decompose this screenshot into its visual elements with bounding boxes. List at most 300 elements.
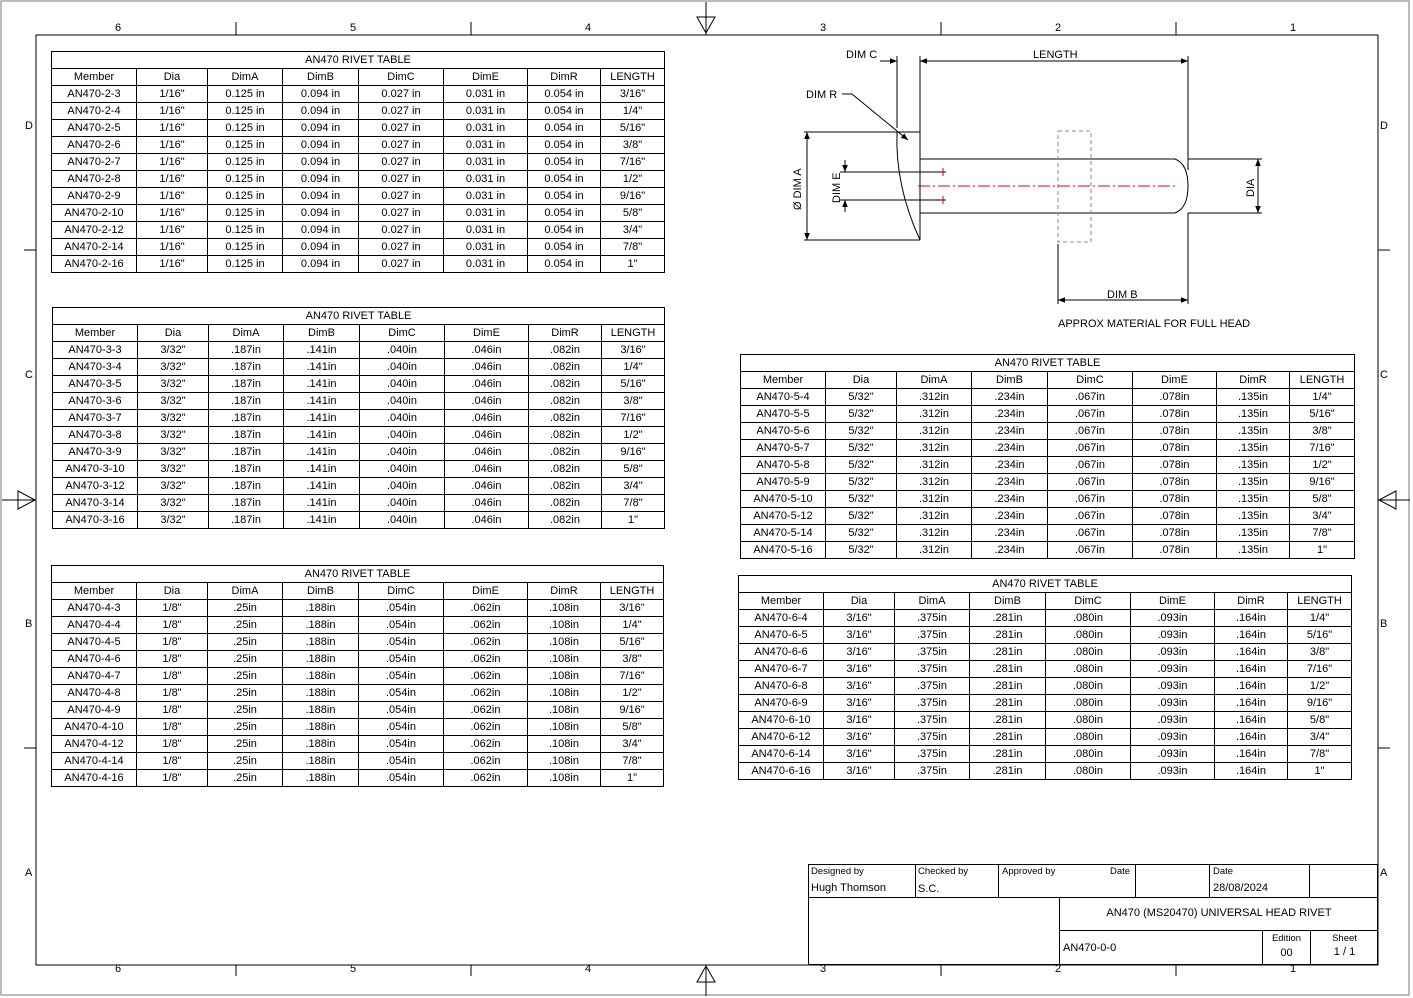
column-header: DimE	[444, 69, 528, 86]
column-header: DimC	[359, 583, 444, 600]
table-cell: .188in	[283, 736, 359, 753]
table-cell: .108in	[528, 651, 601, 668]
table-cell: .164in	[1215, 644, 1288, 661]
table-cell: .046in	[445, 359, 529, 376]
date-value: 28/08/2024	[1213, 882, 1269, 894]
table-cell: 7/16"	[602, 410, 665, 427]
zone-row-c-right: C	[1380, 369, 1388, 381]
table-title: AN470 RIVET TABLE	[52, 52, 665, 69]
table-cell: .108in	[528, 685, 601, 702]
zone-col-6-top: 6	[115, 22, 122, 34]
table-cell: .188in	[283, 668, 359, 685]
table-cell: .067in	[1048, 542, 1133, 559]
table-cell: .040in	[360, 461, 445, 478]
table-cell: AN470-5-7	[741, 440, 826, 457]
table-row	[52, 188, 665, 205]
table-cell: AN470-2-5	[52, 120, 137, 137]
table-cell: 5/32"	[826, 474, 897, 491]
table-cell: 0.094 in	[283, 171, 359, 188]
table-cell: AN470-6-6	[739, 644, 824, 661]
table-cell: AN470-3-7	[53, 410, 138, 427]
table-cell: AN470-6-4	[739, 610, 824, 627]
table-row	[52, 86, 665, 103]
table-cell: .141in	[284, 478, 360, 495]
edition-value: 00	[1280, 947, 1293, 959]
table-cell: 1"	[601, 770, 664, 787]
table-cell: .135in	[1217, 491, 1290, 508]
table-row	[53, 376, 665, 393]
table-cell: .312in	[897, 525, 972, 542]
table-cell: .082in	[529, 359, 602, 376]
table-row	[52, 222, 665, 239]
label-approx-material: APPROX MATERIAL FOR FULL HEAD	[1058, 318, 1251, 330]
table-cell: .234in	[972, 474, 1048, 491]
table-cell: 7/8"	[602, 495, 665, 512]
table-cell: .062in	[444, 600, 528, 617]
table-cell: AN470-3-12	[53, 478, 138, 495]
table-cell: 3/32"	[138, 495, 209, 512]
table-cell: .080in	[1046, 610, 1131, 627]
table-cell: .281in	[970, 712, 1046, 729]
table-cell: .093in	[1131, 729, 1215, 746]
table-cell: AN470-5-16	[741, 542, 826, 559]
table-cell: 0.054 in	[528, 137, 601, 154]
table-cell: AN470-4-4	[52, 617, 137, 634]
table-cell: 0.125 in	[208, 171, 283, 188]
table-header-row	[52, 583, 664, 600]
table-cell: AN470-6-16	[739, 763, 824, 780]
table-cell: .078in	[1133, 440, 1217, 457]
table-cell: 5/16"	[601, 634, 664, 651]
table-cell: .080in	[1046, 644, 1131, 661]
table-title: AN470 RIVET TABLE	[52, 566, 664, 583]
table-cell: 0.031 in	[444, 205, 528, 222]
table-row	[53, 512, 665, 529]
table-cell: .062in	[444, 719, 528, 736]
table-cell: 3/8"	[602, 393, 665, 410]
column-header: DimC	[359, 69, 444, 86]
table-cell: 9/16"	[601, 702, 664, 719]
table-cell: .135in	[1217, 474, 1290, 491]
table-cell: 5/32"	[826, 525, 897, 542]
table-cell: 5/8"	[1288, 712, 1352, 729]
table-cell: 1/8"	[137, 600, 208, 617]
zone-col-1-bottom: 1	[1290, 963, 1297, 975]
table-cell: AN470-4-9	[52, 702, 137, 719]
table-cell: AN470-4-14	[52, 753, 137, 770]
table-cell: .188in	[283, 770, 359, 787]
table-cell: .054in	[359, 770, 444, 787]
table-cell: .234in	[972, 457, 1048, 474]
table-cell: .187in	[209, 342, 284, 359]
table-cell: 0.094 in	[283, 222, 359, 239]
table-cell: .046in	[445, 427, 529, 444]
label-dim-a: Ø DIM A	[792, 168, 804, 210]
table-cell: .082in	[529, 478, 602, 495]
table-cell: .375in	[895, 661, 970, 678]
column-header: Dia	[826, 372, 897, 389]
table-cell: 0.031 in	[444, 103, 528, 120]
rivet-table-an470-4	[51, 565, 664, 787]
table-cell: .040in	[360, 393, 445, 410]
table-cell: 1/4"	[1290, 389, 1355, 406]
table-cell: .078in	[1133, 457, 1217, 474]
table-cell: 0.094 in	[283, 256, 359, 273]
column-header: Member	[739, 593, 824, 610]
table-cell: .141in	[284, 495, 360, 512]
table-cell: .080in	[1046, 712, 1131, 729]
table-cell: 3/4"	[601, 736, 664, 753]
label-dim-c: DIM C	[846, 49, 878, 61]
table-cell: .046in	[445, 478, 529, 495]
table-cell: .046in	[445, 461, 529, 478]
table-cell: 3/32"	[138, 427, 209, 444]
table-cell: .040in	[360, 359, 445, 376]
table-cell: AN470-4-16	[52, 770, 137, 787]
table-cell: .25in	[208, 600, 283, 617]
table-cell: .281in	[970, 746, 1046, 763]
table-cell: .054in	[359, 651, 444, 668]
column-header: Member	[52, 583, 137, 600]
column-header: DimA	[897, 372, 972, 389]
column-header: DimB	[972, 372, 1048, 389]
table-cell: .164in	[1215, 627, 1288, 644]
table-cell: .093in	[1131, 644, 1215, 661]
table-cell: 0.027 in	[359, 205, 444, 222]
table-cell: .062in	[444, 617, 528, 634]
table-cell: .040in	[360, 478, 445, 495]
table-cell: .312in	[897, 406, 972, 423]
table-cell: .080in	[1046, 746, 1131, 763]
table-cell: .046in	[445, 512, 529, 529]
table-row	[739, 695, 1352, 712]
table-cell: .046in	[445, 495, 529, 512]
table-cell: 9/16"	[601, 188, 665, 205]
table-cell: 0.125 in	[208, 103, 283, 120]
table-row	[741, 491, 1355, 508]
table-cell: AN470-3-6	[53, 393, 138, 410]
drawing-number: AN470-0-0	[1063, 942, 1117, 954]
table-cell: .067in	[1048, 491, 1133, 508]
table-cell: 1/16"	[137, 103, 208, 120]
table-cell: AN470-2-8	[52, 171, 137, 188]
table-cell: AN470-3-14	[53, 495, 138, 512]
table-cell: 0.094 in	[283, 137, 359, 154]
table-cell: .375in	[895, 644, 970, 661]
table-cell: .141in	[284, 393, 360, 410]
table-cell: 0.125 in	[208, 205, 283, 222]
table-row	[741, 542, 1355, 559]
table-cell: .188in	[283, 753, 359, 770]
table-cell: 3/4"	[602, 478, 665, 495]
table-cell: .054in	[359, 736, 444, 753]
table-cell: .234in	[972, 525, 1048, 542]
table-cell: 5/8"	[1290, 491, 1355, 508]
table-cell: 0.027 in	[359, 188, 444, 205]
table-row	[53, 444, 665, 461]
table-cell: .093in	[1131, 627, 1215, 644]
table-cell: 1/4"	[602, 359, 665, 376]
table-cell: .281in	[970, 644, 1046, 661]
table-cell: 3/16"	[602, 342, 665, 359]
table-cell: .281in	[970, 695, 1046, 712]
column-header: DimE	[1133, 372, 1217, 389]
table-cell: .082in	[529, 444, 602, 461]
table-cell: .062in	[444, 685, 528, 702]
table-cell: .046in	[445, 376, 529, 393]
table-cell: .078in	[1133, 474, 1217, 491]
table-cell: .234in	[972, 440, 1048, 457]
table-cell: .108in	[528, 770, 601, 787]
table-row	[739, 729, 1352, 746]
table-cell: .141in	[284, 342, 360, 359]
table-cell: 0.054 in	[528, 239, 601, 256]
table-cell: 0.125 in	[208, 239, 283, 256]
table-cell: .108in	[528, 634, 601, 651]
table-cell: 0.054 in	[528, 222, 601, 239]
table-cell: AN470-6-8	[739, 678, 824, 695]
table-row	[52, 770, 664, 787]
table-cell: .093in	[1131, 610, 1215, 627]
table-cell: 1/4"	[601, 103, 665, 120]
table-cell: AN470-6-12	[739, 729, 824, 746]
table-cell: .187in	[209, 427, 284, 444]
table-row	[52, 702, 664, 719]
table-cell: AN470-5-8	[741, 457, 826, 474]
zone-col-4-bottom: 4	[585, 963, 592, 975]
table-cell: 1/2"	[1290, 457, 1355, 474]
table-cell: 1/16"	[137, 188, 208, 205]
table-cell: 3/8"	[601, 651, 664, 668]
table-cell: .135in	[1217, 457, 1290, 474]
table-cell: .187in	[209, 461, 284, 478]
table-cell: 3/4"	[1290, 508, 1355, 525]
table-row	[52, 753, 664, 770]
table-cell: 0.125 in	[208, 188, 283, 205]
table-cell: AN470-5-12	[741, 508, 826, 525]
rivet-head-shape	[897, 132, 920, 240]
table-cell: 1/8"	[137, 617, 208, 634]
table-cell: 3/16"	[824, 661, 895, 678]
column-header: Member	[53, 325, 138, 342]
table-cell: .040in	[360, 342, 445, 359]
column-header: Dia	[137, 69, 208, 86]
table-cell: .234in	[972, 491, 1048, 508]
table-cell: 0.031 in	[444, 137, 528, 154]
table-cell: AN470-5-10	[741, 491, 826, 508]
table-cell: 1/8"	[137, 651, 208, 668]
table-cell: 3/8"	[1290, 423, 1355, 440]
table-cell: AN470-2-14	[52, 239, 137, 256]
table-row	[739, 627, 1352, 644]
table-cell: .054in	[359, 753, 444, 770]
table-cell: 3/16"	[824, 712, 895, 729]
table-cell: 3/32"	[138, 461, 209, 478]
table-row	[52, 651, 664, 668]
table-cell: .046in	[445, 444, 529, 461]
table-row	[741, 474, 1355, 491]
table-row	[741, 440, 1355, 457]
table-row	[52, 137, 665, 154]
table-cell: 0.094 in	[283, 154, 359, 171]
table-cell: .25in	[208, 719, 283, 736]
table-cell: .054in	[359, 634, 444, 651]
table-cell: 7/8"	[601, 753, 664, 770]
table-cell: 0.027 in	[359, 171, 444, 188]
table-cell: 1"	[1288, 763, 1352, 780]
table-cell: 3/16"	[601, 86, 665, 103]
table-cell: .054in	[359, 600, 444, 617]
table-cell: 3/16"	[824, 763, 895, 780]
column-header: DimR	[528, 583, 601, 600]
table-cell: .067in	[1048, 525, 1133, 542]
table-cell: .141in	[284, 410, 360, 427]
zone-col-4-top: 4	[585, 22, 592, 34]
table-cell: 1/2"	[601, 171, 665, 188]
table-cell: 5/32"	[826, 423, 897, 440]
table-cell: .078in	[1133, 525, 1217, 542]
table-cell: AN470-5-5	[741, 406, 826, 423]
column-header: DimB	[283, 583, 359, 600]
table-cell: 0.094 in	[283, 188, 359, 205]
table-cell: .067in	[1048, 508, 1133, 525]
table-cell: AN470-2-9	[52, 188, 137, 205]
table-cell: .187in	[209, 478, 284, 495]
table-cell: .25in	[208, 685, 283, 702]
table-cell: .082in	[529, 461, 602, 478]
table-cell: 1/16"	[137, 171, 208, 188]
table-cell: .067in	[1048, 440, 1133, 457]
zone-col-6-bottom: 6	[115, 963, 122, 975]
label-length: LENGTH	[1033, 49, 1078, 61]
table-cell: .188in	[283, 651, 359, 668]
table-cell: .234in	[972, 423, 1048, 440]
table-cell: .164in	[1215, 661, 1288, 678]
table-cell: 1"	[1290, 542, 1355, 559]
table-cell: .108in	[528, 702, 601, 719]
table-row	[741, 525, 1355, 542]
table-cell: .135in	[1217, 440, 1290, 457]
table-cell: .108in	[528, 600, 601, 617]
table-cell: 7/16"	[1288, 661, 1352, 678]
table-cell: .164in	[1215, 763, 1288, 780]
table-cell: 3/16"	[601, 600, 664, 617]
table-header-row	[53, 325, 665, 342]
table-cell: .093in	[1131, 661, 1215, 678]
zone-row-a-left: A	[25, 867, 33, 879]
column-header: DimR	[1217, 372, 1290, 389]
table-cell: .108in	[528, 719, 601, 736]
zone-row-a-right: A	[1380, 867, 1388, 879]
table-cell: 0.031 in	[444, 239, 528, 256]
table-cell: AN470-2-6	[52, 137, 137, 154]
table-cell: AN470-4-3	[52, 600, 137, 617]
table-cell: .054in	[359, 702, 444, 719]
table-cell: .188in	[283, 617, 359, 634]
table-cell: .062in	[444, 736, 528, 753]
table-cell: AN470-6-14	[739, 746, 824, 763]
table-header-row	[741, 372, 1355, 389]
table-cell: .082in	[529, 393, 602, 410]
table-cell: .108in	[528, 753, 601, 770]
zone-col-3-top: 3	[820, 22, 827, 34]
table-cell: .046in	[445, 393, 529, 410]
table-cell: 3/32"	[138, 410, 209, 427]
table-cell: .25in	[208, 736, 283, 753]
table-cell: AN470-2-7	[52, 154, 137, 171]
table-cell: .093in	[1131, 763, 1215, 780]
table-cell: .375in	[895, 746, 970, 763]
table-cell: 3/8"	[601, 137, 665, 154]
table-cell: 5/16"	[1290, 406, 1355, 423]
checked-by-label: Checked by	[918, 866, 969, 877]
table-cell: .040in	[360, 495, 445, 512]
table-cell: .187in	[209, 444, 284, 461]
table-cell: .187in	[209, 359, 284, 376]
table-cell: 3/16"	[824, 678, 895, 695]
table-row	[52, 103, 665, 120]
column-header: Member	[52, 69, 137, 86]
table-cell: .375in	[895, 712, 970, 729]
rivet-drawing	[760, 40, 1320, 340]
table-cell: 5/32"	[826, 406, 897, 423]
table-cell: .141in	[284, 376, 360, 393]
zone-row-b-left: B	[25, 618, 33, 630]
table-cell: AN470-6-9	[739, 695, 824, 712]
zone-col-2-top: 2	[1055, 22, 1062, 34]
table-row	[53, 359, 665, 376]
table-cell: 1"	[601, 256, 665, 273]
table-cell: .093in	[1131, 695, 1215, 712]
column-header: DimR	[528, 69, 601, 86]
table-cell: 1/8"	[137, 634, 208, 651]
rivet-table-an470-2	[51, 51, 665, 273]
table-cell: 1/8"	[137, 702, 208, 719]
table-cell: .188in	[283, 702, 359, 719]
label-dim-e: DIM E	[831, 172, 843, 203]
table-row	[52, 171, 665, 188]
table-cell: .187in	[209, 410, 284, 427]
table-cell: .187in	[209, 512, 284, 529]
table-cell: AN470-5-6	[741, 423, 826, 440]
table-cell: 0.027 in	[359, 86, 444, 103]
table-cell: AN470-4-8	[52, 685, 137, 702]
table-row	[741, 389, 1355, 406]
table-cell: .375in	[895, 729, 970, 746]
table-cell: 3/32"	[138, 478, 209, 495]
column-header: DimE	[1131, 593, 1215, 610]
table-cell: .078in	[1133, 508, 1217, 525]
table-cell: 0.054 in	[528, 120, 601, 137]
table-cell: 0.094 in	[283, 120, 359, 137]
table-cell: .054in	[359, 617, 444, 634]
zone-col-3-bottom: 3	[820, 963, 827, 975]
drawing-title: AN470 (MS20470) UNIVERSAL HEAD RIVET	[1106, 907, 1332, 919]
zone-row-d-right: D	[1380, 120, 1388, 132]
table-cell: .281in	[970, 678, 1046, 695]
table-row	[739, 712, 1352, 729]
table-cell: .234in	[972, 406, 1048, 423]
table-cell: .25in	[208, 770, 283, 787]
table-cell: .082in	[529, 410, 602, 427]
table-cell: 3/32"	[138, 444, 209, 461]
table-cell: 5/8"	[601, 719, 664, 736]
table-row	[53, 478, 665, 495]
table-cell: .281in	[970, 729, 1046, 746]
table-cell: .046in	[445, 342, 529, 359]
table-cell: .078in	[1133, 423, 1217, 440]
table-cell: AN470-3-8	[53, 427, 138, 444]
